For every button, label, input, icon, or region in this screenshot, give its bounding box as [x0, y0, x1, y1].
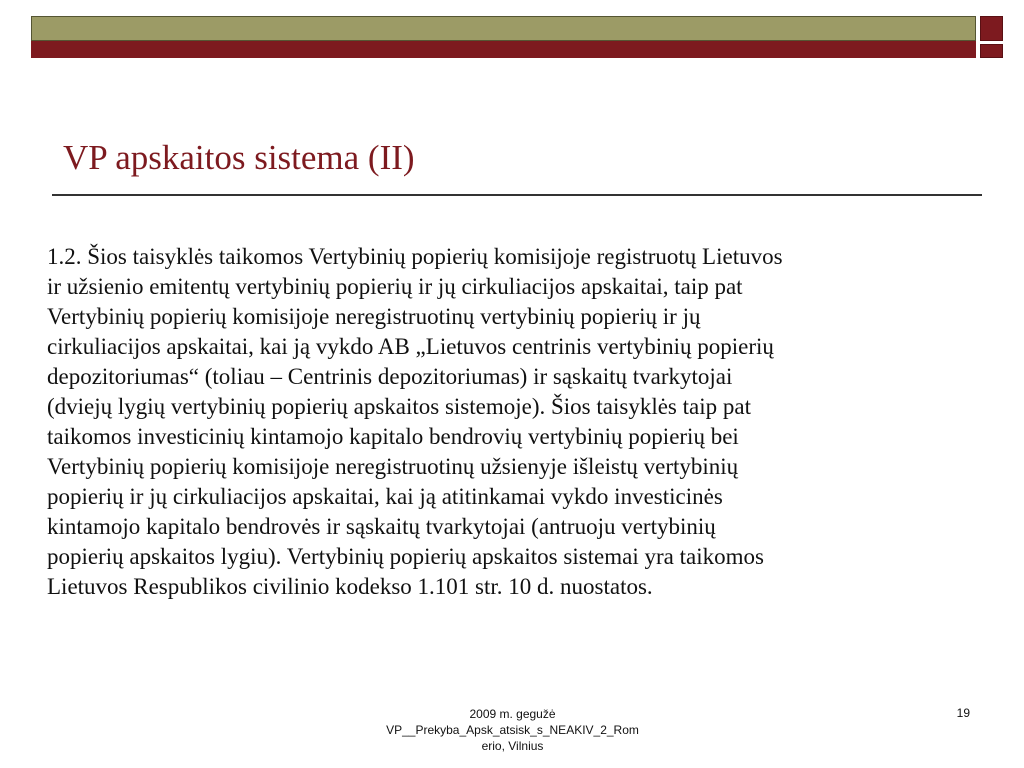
header-corner-square-top: [980, 16, 1003, 41]
header-corner-square-bottom: [980, 44, 1003, 58]
page-number: 19: [956, 706, 970, 720]
body-line: popierių apskaitos lygiu). Vertybinių popierių apskaitos sistemai yra taikomos: [47, 544, 764, 569]
slide-footer: [360, 706, 665, 754]
footer-location: erio, Vilnius: [481, 739, 544, 753]
body-line: cirkuliacijos apskaitai, kai ją vykdo AB „Lietuvos centrinis vertybinių popierių: [47, 334, 774, 359]
header-olive-bar: [31, 16, 976, 41]
title-divider: [52, 194, 982, 196]
body-line: ir užsienio emitentų vertybinių popierių ir jų cirkuliacijos apskaitai, taip pat: [47, 274, 743, 299]
body-line: 1.2. Šios taisyklės taikomos Vertybinių popierių komisijoje registruotų Lietuvos: [47, 244, 783, 269]
slide-body: [47, 242, 977, 602]
header-maroon-stripe: [31, 41, 976, 58]
body-line: depozitoriumas“ (toliau – Centrinis depozitoriumas) ir sąskaitų tvarkytojai: [47, 364, 733, 389]
body-line: kintamojo kapitalo bendrovės ir sąskaitų tvarkytojai (antruoju vertybinių: [47, 514, 716, 539]
footer-date: 2009 m. gegužė: [469, 707, 556, 721]
slide-title: VP apskaitos sistema (II): [63, 138, 415, 177]
body-line: Lietuvos Respublikos civilinio kodekso 1.101 str. 10 d. nuostatos.: [47, 574, 653, 599]
body-line: popierių ir jų cirkuliacijos apskaitai, kai ją atitinkamai vykdo investicinės: [47, 484, 723, 509]
body-line: (dviejų lygių vertybinių popierių apskaitos sistemoje). Šios taisyklės taip pat: [47, 394, 751, 419]
body-line: taikomos investicinių kintamojo kapitalo bendrovių vertybinių popierių bei: [47, 424, 739, 449]
footer-filename: VP__Prekyba_Apsk_atsisk_s_NEAKIV_2_Rom: [386, 723, 639, 737]
body-line: Vertybinių popierių komisijoje neregistruotinų užsienyje išleistų vertybinių: [47, 454, 739, 479]
body-line: Vertybinių popierių komisijoje neregistruotinų vertybinių popierių ir jų: [47, 304, 701, 329]
